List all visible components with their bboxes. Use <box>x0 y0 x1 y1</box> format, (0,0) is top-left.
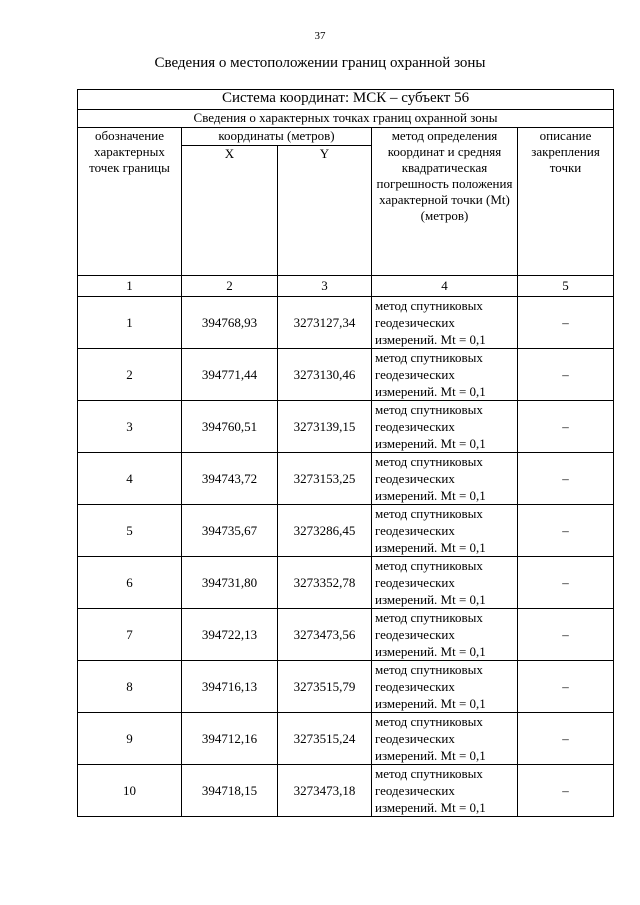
point-number-cell: 4 <box>78 453 182 505</box>
header-point-designation: обозначение характерных точек границы <box>78 128 182 276</box>
description-cell: – <box>518 505 614 557</box>
x-coordinate-cell: 394731,80 <box>182 557 278 609</box>
coordinate-system-row <box>78 90 614 110</box>
y-coordinate-cell: 3273286,45 <box>278 505 372 557</box>
description-cell: – <box>518 401 614 453</box>
table-row <box>78 661 614 713</box>
column-number-row <box>78 276 614 297</box>
x-coordinate-cell: 394768,93 <box>182 297 278 349</box>
point-number-cell: 2 <box>78 349 182 401</box>
x-coordinate-cell: 394735,67 <box>182 505 278 557</box>
column-number: 2 <box>182 276 278 297</box>
point-number-cell: 7 <box>78 609 182 661</box>
header-row <box>78 128 614 146</box>
x-coordinate-cell: 394743,72 <box>182 453 278 505</box>
table-row <box>78 609 614 661</box>
column-number: 1 <box>78 276 182 297</box>
header-coordinates: координаты (метров) <box>182 128 372 146</box>
y-coordinate-cell: 3273515,24 <box>278 713 372 765</box>
method-cell: метод спутниковых геодезических измерений. Мt = 0,1 <box>372 505 518 557</box>
description-cell: – <box>518 713 614 765</box>
method-cell: метод спутниковых геодезических измерений. Мt = 0,1 <box>372 609 518 661</box>
coordinates-table <box>77 89 614 817</box>
section-title-cell: Сведения о характерных точках границ охранной зоны <box>78 110 614 128</box>
table-row <box>78 453 614 505</box>
method-cell: метод спутниковых геодезических измерений. Мt = 0,1 <box>372 349 518 401</box>
method-cell: метод спутниковых геодезических измерений. Мt = 0,1 <box>372 453 518 505</box>
table-row <box>78 297 614 349</box>
point-number-cell: 1 <box>78 297 182 349</box>
x-coordinate-cell: 394718,15 <box>182 765 278 817</box>
y-coordinate-cell: 3273473,56 <box>278 609 372 661</box>
table-row <box>78 713 614 765</box>
header-method: метод определения координат и средняя квадратическая погрешность положения характерной точки (Мt) (метров) <box>372 128 518 276</box>
table-row <box>78 349 614 401</box>
header-x: X <box>182 146 278 276</box>
table-row <box>78 401 614 453</box>
y-coordinate-cell: 3273139,15 <box>278 401 372 453</box>
y-coordinate-cell: 3273127,34 <box>278 297 372 349</box>
coordinate-system-cell: Система координат: МСК – субъект 56 <box>78 90 614 110</box>
method-cell: метод спутниковых геодезических измерений. Мt = 0,1 <box>372 661 518 713</box>
description-cell: – <box>518 609 614 661</box>
method-cell: метод спутниковых геодезических измерений. Мt = 0,1 <box>372 401 518 453</box>
table-row <box>78 557 614 609</box>
description-cell: – <box>518 661 614 713</box>
y-coordinate-cell: 3273130,46 <box>278 349 372 401</box>
x-coordinate-cell: 394716,13 <box>182 661 278 713</box>
section-title-row <box>78 110 614 128</box>
point-number-cell: 9 <box>78 713 182 765</box>
description-cell: – <box>518 453 614 505</box>
y-coordinate-cell: 3273153,25 <box>278 453 372 505</box>
table-row <box>78 505 614 557</box>
point-number-cell: 8 <box>78 661 182 713</box>
point-number-cell: 6 <box>78 557 182 609</box>
y-coordinate-cell: 3273515,79 <box>278 661 372 713</box>
description-cell: – <box>518 349 614 401</box>
method-cell: метод спутниковых геодезических измерений. Мt = 0,1 <box>372 765 518 817</box>
y-coordinate-cell: 3273473,18 <box>278 765 372 817</box>
header-description: описание закрепления точки <box>518 128 614 276</box>
column-number: 5 <box>518 276 614 297</box>
description-cell: – <box>518 765 614 817</box>
description-cell: – <box>518 557 614 609</box>
description-cell: – <box>518 297 614 349</box>
x-coordinate-cell: 394712,16 <box>182 713 278 765</box>
column-number: 4 <box>372 276 518 297</box>
point-number-cell: 5 <box>78 505 182 557</box>
page-number: 37 <box>314 30 326 42</box>
method-cell: метод спутниковых геодезических измерений. Мt = 0,1 <box>372 297 518 349</box>
method-cell: метод спутниковых геодезических измерений. Мt = 0,1 <box>372 713 518 765</box>
point-number-cell: 3 <box>78 401 182 453</box>
x-coordinate-cell: 394722,13 <box>182 609 278 661</box>
method-cell: метод спутниковых геодезических измерений. Мt = 0,1 <box>372 557 518 609</box>
header-y: Y <box>278 146 372 276</box>
y-coordinate-cell: 3273352,78 <box>278 557 372 609</box>
x-coordinate-cell: 394771,44 <box>182 349 278 401</box>
x-coordinate-cell: 394760,51 <box>182 401 278 453</box>
document-title: Сведения о местоположении границ охранной зоны <box>154 55 486 71</box>
column-number: 3 <box>278 276 372 297</box>
table-row <box>78 765 614 817</box>
point-number-cell: 10 <box>78 765 182 817</box>
